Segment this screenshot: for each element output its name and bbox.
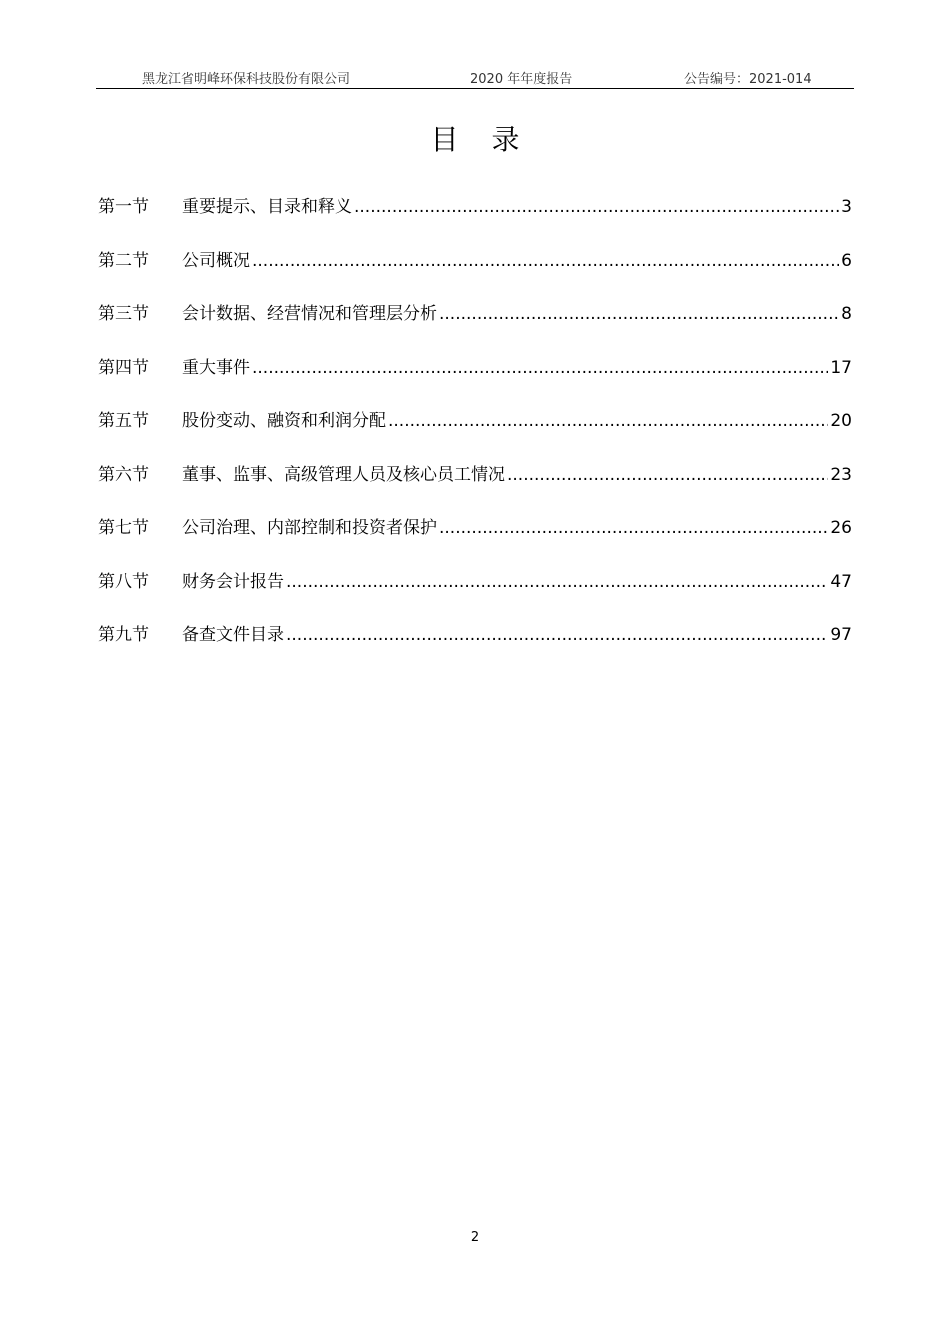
page-header [96, 68, 854, 89]
toc-leader-dots [507, 462, 828, 488]
toc-section-title: 公司概况 [182, 250, 250, 271]
toc-section-title: 股份变动、融资和利润分配 [182, 411, 386, 431]
table-of-contents [98, 194, 852, 676]
toc-leader-dots [286, 622, 828, 648]
toc-page-number: 26 [830, 518, 852, 538]
toc-section-number: 第六节 [98, 464, 149, 485]
toc-section-title: 会计数据、经营情况和管理层分析 [182, 304, 437, 324]
toc-section-title: 董事、监事、高级管理人员及核心员工情况 [182, 464, 505, 485]
toc-entry[interactable] [98, 248, 852, 302]
toc-leader-dots [439, 515, 828, 541]
toc-entry[interactable] [98, 569, 852, 623]
toc-entry[interactable] [98, 301, 852, 355]
toc-entry[interactable] [98, 622, 852, 676]
toc-leader-dots [439, 301, 839, 327]
toc-leader-dots [252, 355, 828, 381]
header-announcement-code: 公告编号：2021-014 [684, 72, 812, 87]
toc-page-number: 97 [830, 625, 852, 645]
toc-section-number: 第三节 [98, 304, 149, 324]
toc-section-title: 财务会计报告 [182, 571, 284, 592]
toc-section-number: 第二节 [98, 250, 149, 271]
toc-page-number: 20 [830, 411, 852, 431]
toc-entry[interactable] [98, 194, 852, 248]
toc-leader-dots [252, 248, 839, 274]
toc-entry[interactable] [98, 355, 852, 409]
toc-entry[interactable] [98, 408, 852, 462]
toc-section-number: 第七节 [98, 518, 149, 538]
toc-page-number: 17 [830, 357, 852, 378]
toc-section-number: 第八节 [98, 571, 149, 592]
toc-section-title: 备查文件目录 [182, 625, 284, 645]
toc-section-number: 第五节 [98, 411, 149, 431]
toc-section-number: 第九节 [98, 625, 149, 645]
toc-heading: 目 录 [430, 123, 532, 156]
toc-section-title: 重大事件 [182, 357, 250, 378]
header-report-title: 2020 年年度报告 [470, 72, 573, 87]
toc-section-title: 公司治理、内部控制和投资者保护 [182, 518, 437, 538]
toc-leader-dots [286, 569, 828, 595]
toc-entry[interactable] [98, 462, 852, 516]
header-company-name: 黑龙江省明峰环保科技股份有限公司 [142, 72, 351, 87]
toc-section-number: 第四节 [98, 357, 149, 378]
toc-section-title: 重要提示、目录和释义 [182, 197, 352, 217]
toc-leader-dots [388, 408, 828, 434]
page-footer-number: 2 [470, 1230, 480, 1245]
toc-leader-dots [354, 194, 839, 220]
toc-page-number: 3 [841, 197, 852, 217]
toc-page-number: 8 [841, 304, 852, 324]
toc-page-number: 6 [841, 250, 852, 271]
toc-page-number: 23 [830, 464, 852, 485]
toc-section-number: 第一节 [98, 197, 149, 217]
toc-entry[interactable] [98, 515, 852, 569]
toc-page-number: 47 [830, 571, 852, 592]
